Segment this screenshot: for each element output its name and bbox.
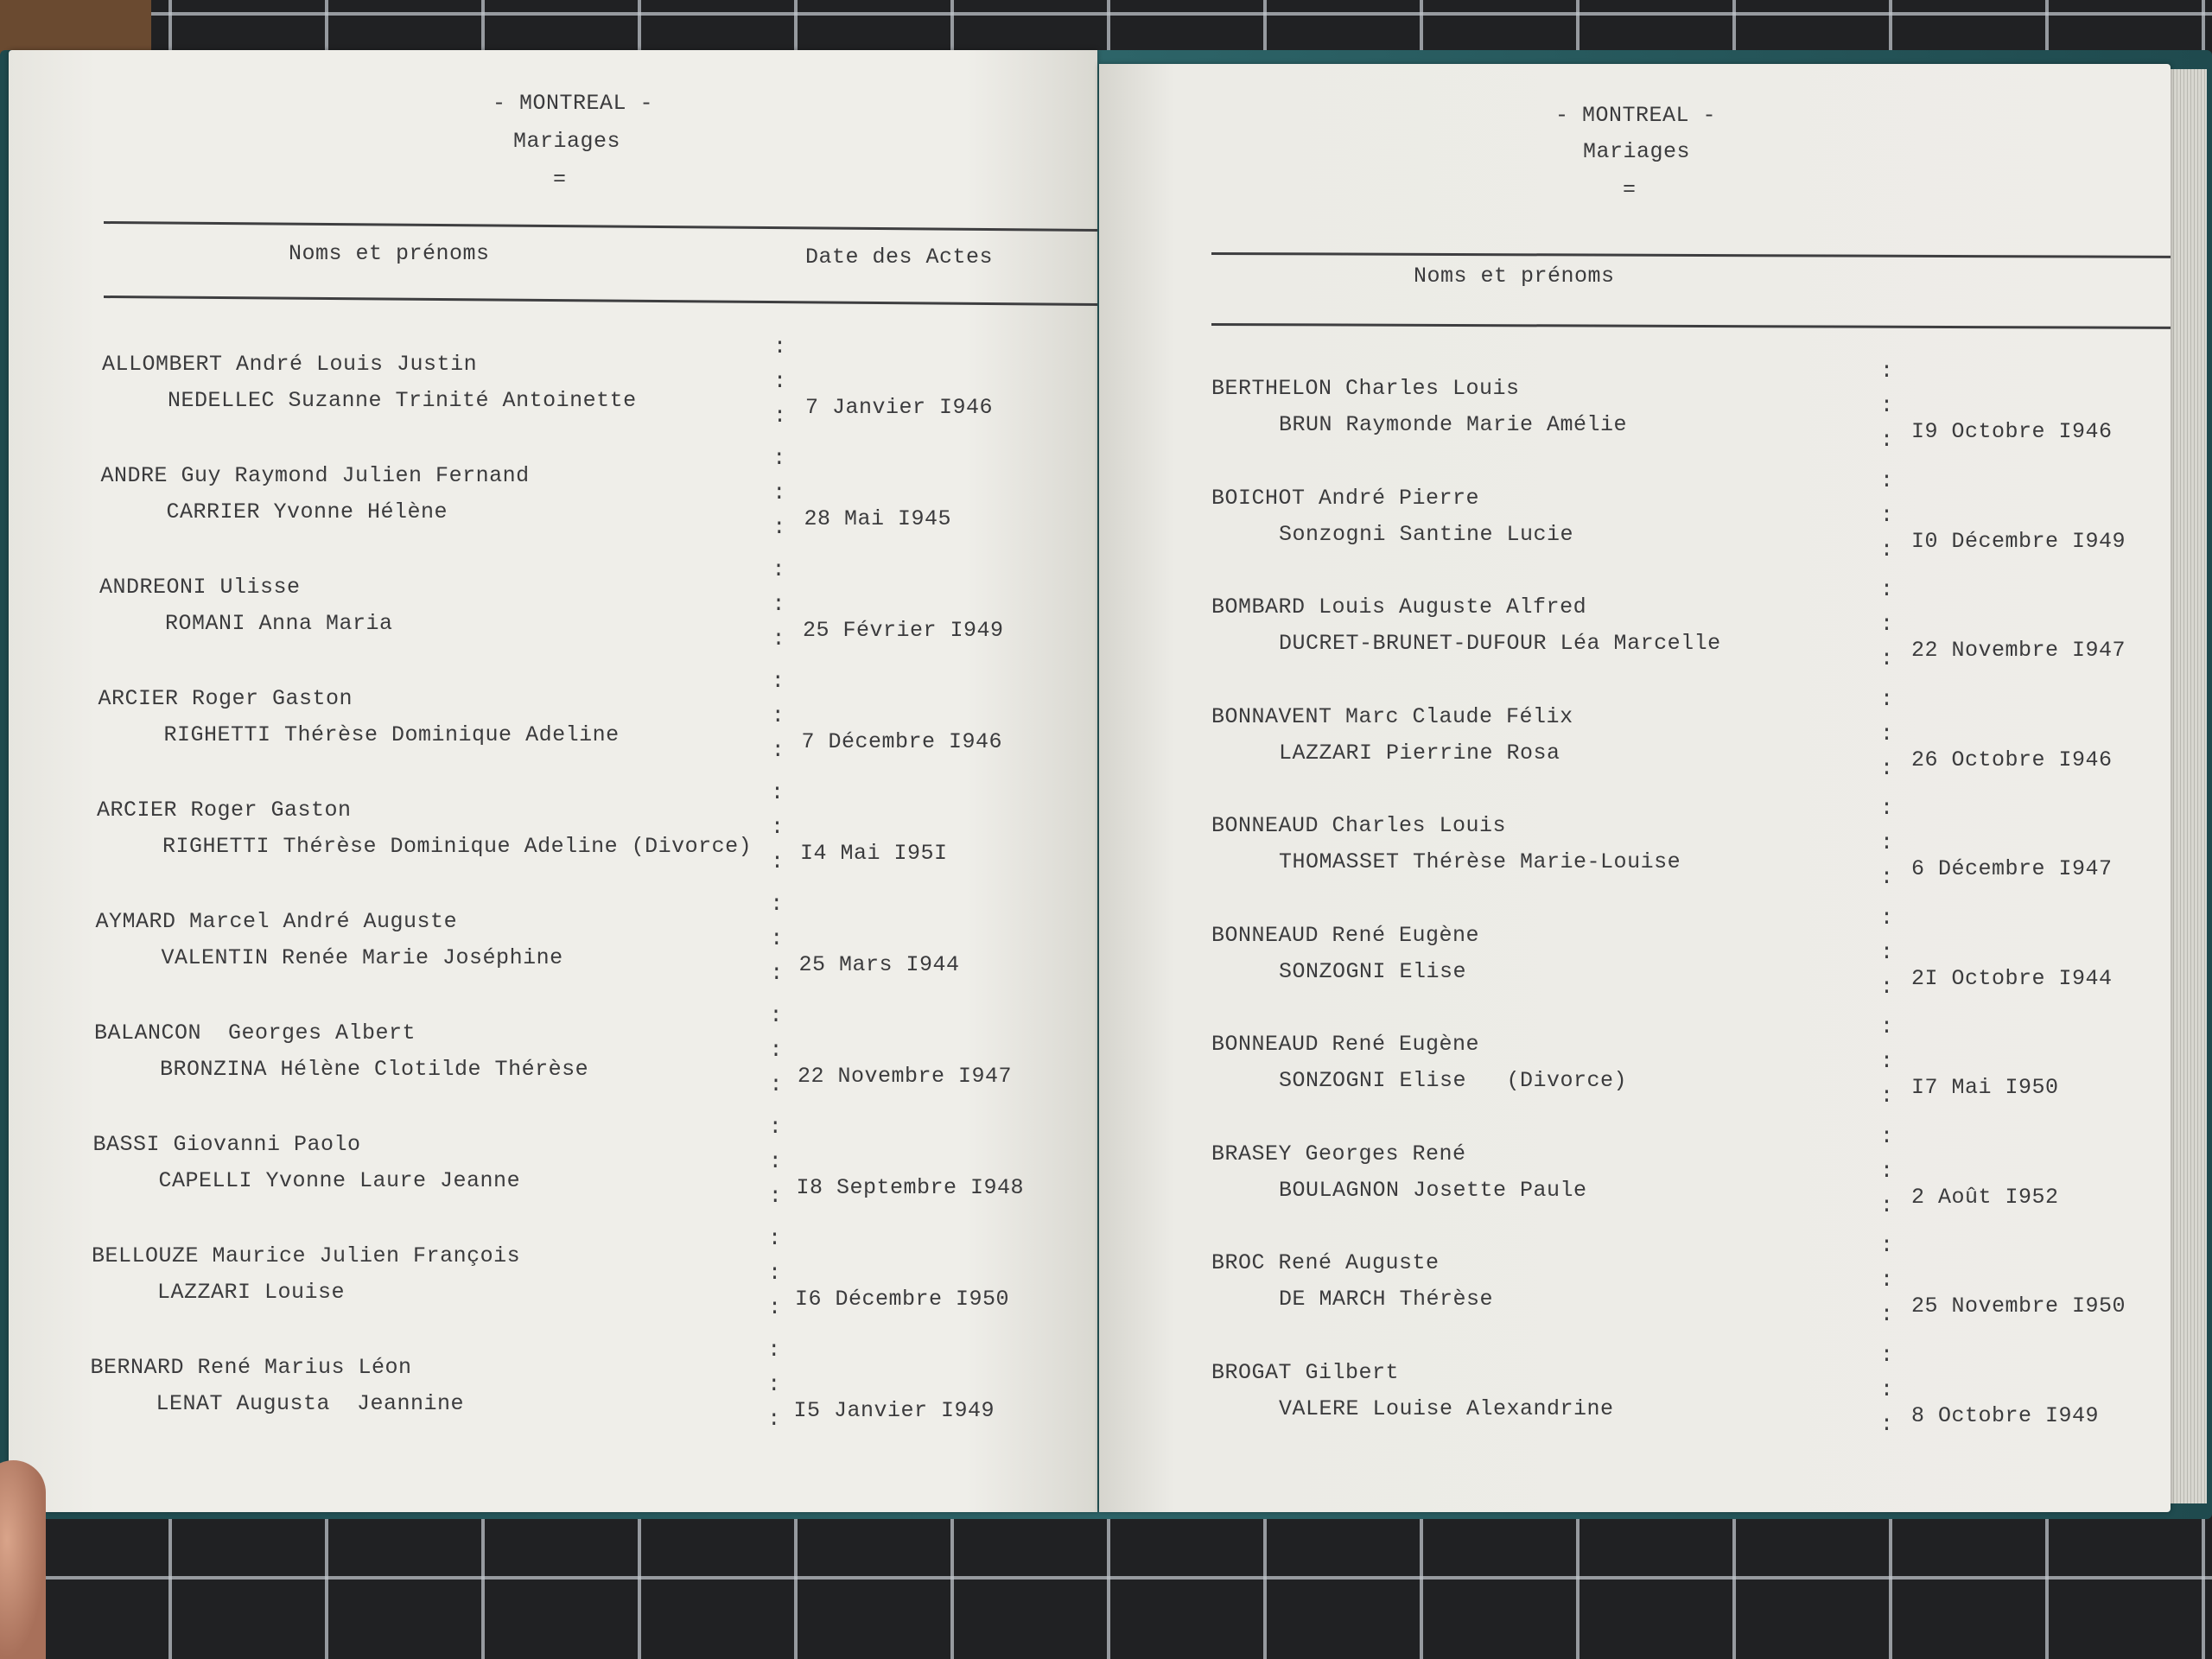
column-separator: : (768, 1226, 782, 1251)
column-header-names: Noms et prénoms (1414, 264, 1615, 289)
marriage-date: I0 Décembre I949 (1911, 528, 2126, 554)
column-separator: : (770, 961, 784, 986)
column-separator: : (771, 703, 785, 728)
column-separator: : (1880, 755, 1894, 781)
husband-name: ALLOMBERT André Louis Justin (102, 352, 478, 377)
wife-name: CAPELLI Yvonne Laure Jeanne (158, 1168, 521, 1193)
column-separator: : (1880, 577, 1894, 602)
husband-name: ANDREONI Ulisse (99, 575, 301, 600)
wife-name: BRONZINA Hélène Clotilde Thérèse (160, 1057, 589, 1082)
marriage-date: 2 Août I952 (1911, 1184, 2059, 1210)
marriage-date: 28 Mai I945 (804, 506, 952, 531)
column-header-dates: Date des Actes (805, 245, 994, 270)
header-mark: = (553, 167, 567, 192)
marriage-date: 2I Octobre I944 (1911, 965, 2113, 991)
wife-name: ROMANI Anna Maria (165, 611, 393, 636)
column-separator: : (1880, 1233, 1894, 1258)
column-separator: : (1880, 428, 1894, 453)
husband-name: BERNARD René Marius Léon (90, 1355, 412, 1380)
column-separator: : (768, 1295, 782, 1320)
right-page (1099, 64, 2171, 1512)
column-separator: : (767, 1372, 781, 1397)
wife-name: LAZZARI Louise (157, 1280, 346, 1305)
column-separator: : (771, 669, 785, 694)
marriage-date: I5 Janvier I949 (793, 1398, 995, 1423)
page-edges (2171, 69, 2207, 1503)
husband-name: BOMBARD Louis Auguste Alfred (1211, 594, 1587, 620)
husband-name: BROGAT Gilbert (1211, 1359, 1400, 1385)
marriage-date: 8 Octobre I949 (1911, 1402, 2100, 1428)
husband-name: ARCIER Roger Gaston (97, 798, 352, 823)
column-separator: : (771, 780, 785, 805)
column-separator: : (770, 892, 784, 917)
wife-name: DE MARCH Thérèse (1279, 1287, 1494, 1312)
header-title: Mariages (513, 129, 621, 154)
column-separator: : (770, 926, 784, 951)
header-city: - MONTREAL - (1555, 103, 1717, 128)
column-separator: : (772, 515, 786, 540)
marriage-date: 6 Décembre I947 (1911, 856, 2113, 881)
column-separator: : (1880, 1123, 1894, 1149)
column-separator: : (1880, 939, 1894, 965)
marriage-date: 25 Février I949 (803, 618, 1004, 643)
husband-name: BONNAVENT Marc Claude Félix (1211, 703, 1573, 729)
wife-name: BOULAGNON Josette Paule (1279, 1177, 1587, 1203)
column-separator: : (772, 592, 785, 617)
wife-name: THOMASSET Thérèse Marie-Louise (1279, 849, 1681, 874)
column-separator: : (1880, 359, 1894, 384)
column-separator: : (1880, 1049, 1894, 1074)
marriage-date: 22 Novembre I947 (798, 1064, 1013, 1089)
column-separator: : (1880, 393, 1894, 418)
wife-name: LENAT Augusta Jeannine (156, 1391, 465, 1416)
table-top-rule (104, 221, 1097, 232)
column-separator: : (1880, 721, 1894, 747)
marriage-date: I6 Décembre I950 (795, 1287, 1010, 1312)
thumb (0, 1460, 46, 1659)
marriage-date: I7 Mai I950 (1911, 1075, 2059, 1100)
wife-name: BRUN Raymonde Marie Amélie (1279, 412, 1628, 437)
column-separator: : (1880, 686, 1894, 712)
column-separator: : (768, 1115, 782, 1140)
column-separator: : (769, 1072, 783, 1097)
table-header-rule (1211, 323, 2171, 329)
column-separator: : (772, 446, 786, 471)
husband-name: BONNEAUD René Eugène (1211, 922, 1480, 948)
column-separator: : (1880, 865, 1894, 890)
column-separator: : (1880, 1376, 1894, 1402)
column-separator: : (1880, 830, 1894, 855)
header-title: Mariages (1583, 139, 1691, 164)
marriage-date: 25 Mars I944 (798, 952, 960, 977)
column-separator: : (1880, 467, 1894, 493)
column-separator: : (773, 404, 787, 429)
column-separator: : (773, 334, 787, 359)
marriage-date: 22 Novembre I947 (1911, 638, 2126, 663)
column-header-names: Noms et prénoms (289, 241, 490, 266)
wife-name: CARRIER Yvonne Hélène (166, 499, 448, 524)
column-separator: : (772, 480, 786, 505)
column-separator: : (769, 1038, 783, 1063)
column-separator: : (1880, 905, 1894, 931)
wife-name: RIGHETTI Thérèse Dominique Adeline (163, 722, 620, 747)
wife-name: DUCRET-BRUNET-DUFOUR Léa Marcelle (1279, 631, 1721, 656)
column-separator: : (1880, 537, 1894, 563)
marriage-date: 25 Novembre I950 (1911, 1294, 2126, 1319)
husband-name: BRASEY Georges René (1211, 1141, 1466, 1166)
wife-name: VALERE Louise Alexandrine (1279, 1395, 1614, 1421)
column-separator: : (1880, 1302, 1894, 1327)
husband-name: BONNEAUD Charles Louis (1211, 813, 1507, 838)
column-separator: : (771, 815, 785, 840)
column-separator: : (1880, 646, 1894, 671)
header-mark: = (1623, 177, 1637, 202)
husband-name: BROC René Auguste (1211, 1250, 1440, 1275)
husband-name: BALANCON Georges Albert (94, 1020, 416, 1046)
marriage-date: I4 Mai I95I (800, 841, 948, 866)
wife-name: LAZZARI Pierrine Rosa (1279, 740, 1560, 766)
column-separator: : (1880, 1158, 1894, 1184)
column-separator: : (767, 1338, 781, 1363)
wife-name: NEDELLEC Suzanne Trinité Antoinette (168, 388, 637, 413)
marriage-date: 7 Janvier I946 (805, 395, 994, 420)
column-separator: : (1880, 1014, 1894, 1039)
husband-name: BOICHOT André Pierre (1211, 485, 1480, 511)
column-separator: : (1880, 612, 1894, 637)
column-separator: : (1880, 1084, 1894, 1109)
marriage-date: 26 Octobre I946 (1911, 747, 2113, 772)
wife-name: SONZOGNI Elise (1279, 958, 1467, 984)
left-page (9, 50, 1097, 1512)
column-separator: : (1880, 796, 1894, 821)
header-city: - MONTREAL - (493, 91, 654, 116)
column-separator: : (768, 1184, 782, 1209)
wife-name: VALENTIN Renée Marie Joséphine (161, 945, 563, 970)
column-separator: : (768, 1261, 782, 1286)
husband-name: BELLOUZE Maurice Julien François (92, 1243, 521, 1268)
husband-name: ANDRE Guy Raymond Julien Fernand (100, 463, 530, 488)
column-separator: : (769, 1003, 783, 1028)
husband-name: AYMARD Marcel André Auguste (95, 909, 458, 934)
column-separator: : (767, 1407, 781, 1432)
wife-name: Sonzogni Santine Lucie (1279, 521, 1574, 547)
column-separator: : (771, 738, 785, 763)
marriage-date: I8 Septembre I948 (796, 1175, 1025, 1200)
column-separator: : (1880, 1192, 1894, 1218)
table-header-rule (104, 296, 1097, 306)
column-separator: : (1880, 502, 1894, 528)
column-separator: : (1880, 1411, 1894, 1437)
husband-name: BASSI Giovanni Paolo (92, 1132, 361, 1157)
marriage-date: I9 Octobre I946 (1911, 419, 2113, 444)
wife-name: RIGHETTI Thérèse Dominique Adeline (Divorce) (162, 834, 753, 859)
husband-name: BONNEAUD René Eugène (1211, 1032, 1480, 1057)
column-separator: : (1880, 1342, 1894, 1368)
table-top-rule (1211, 252, 2171, 258)
column-separator: : (1880, 1268, 1894, 1293)
column-separator: : (768, 1149, 782, 1174)
marriage-date: 7 Décembre I946 (801, 729, 1003, 754)
column-separator: : (772, 557, 785, 582)
wife-name: SONZOGNI Elise (Divorce) (1279, 1068, 1628, 1093)
column-separator: : (772, 626, 785, 652)
column-separator: : (771, 849, 785, 874)
column-separator: : (773, 369, 787, 394)
column-separator: : (1880, 974, 1894, 1000)
husband-name: ARCIER Roger Gaston (98, 686, 353, 711)
husband-name: BERTHELON Charles Louis (1211, 376, 1520, 401)
